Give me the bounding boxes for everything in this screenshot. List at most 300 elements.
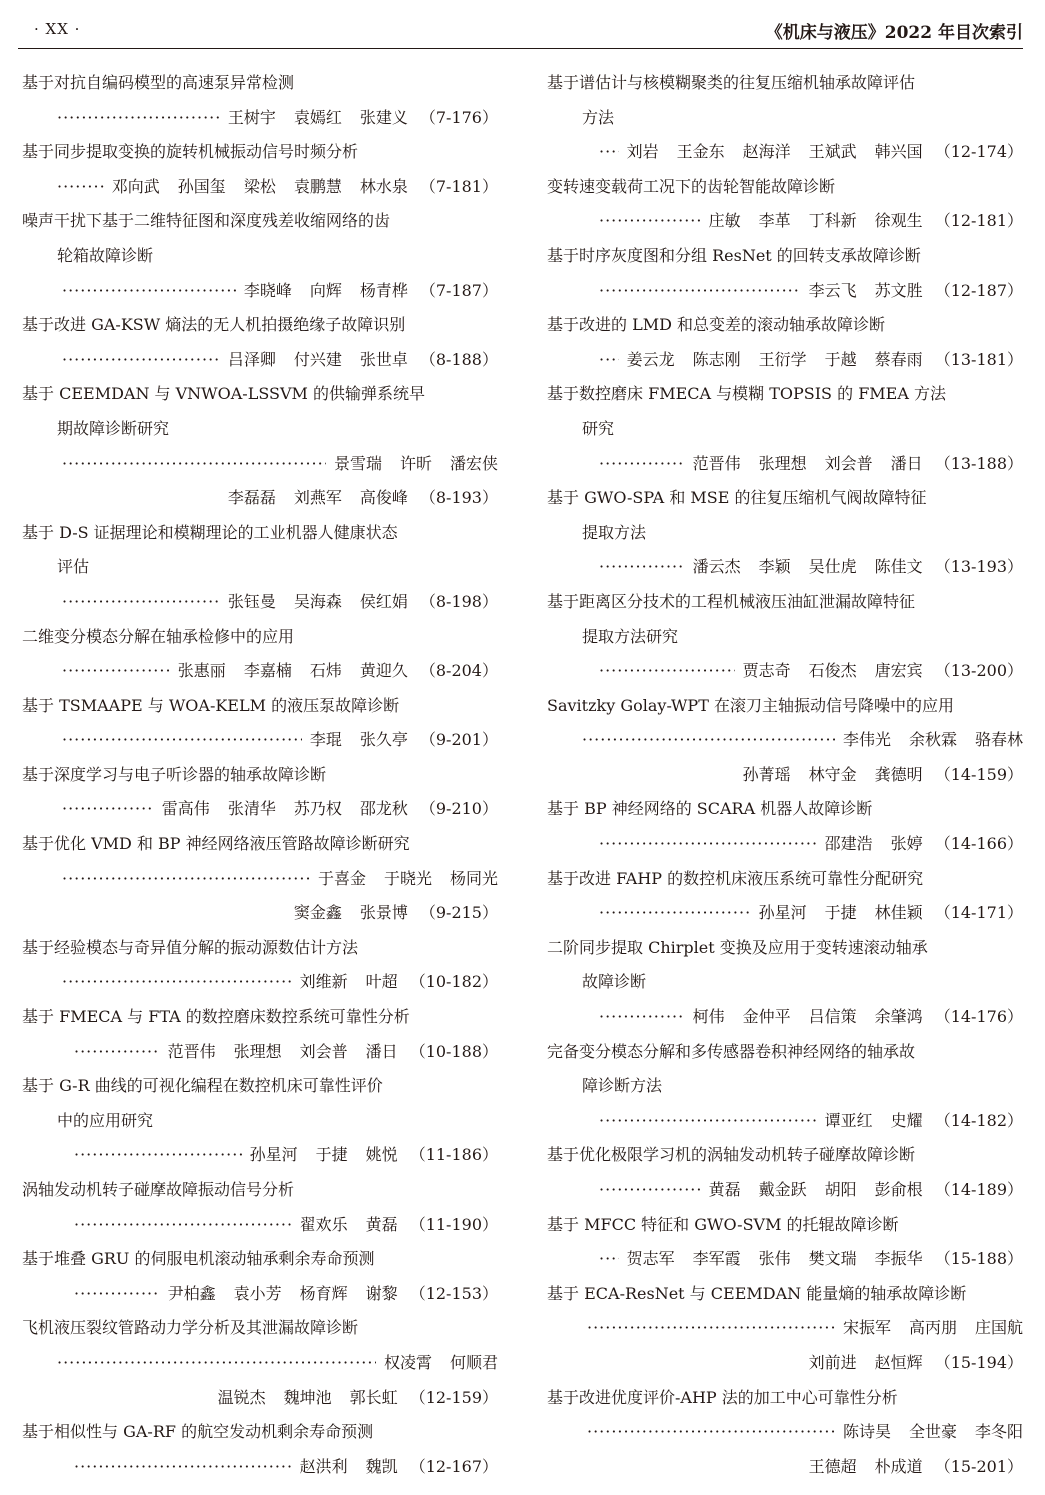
author-name: 翟欢乐 [299, 1214, 348, 1234]
author-name: 张理想 [233, 1041, 282, 1061]
issue-page-ref: （10-188） [409, 1041, 498, 1061]
author-name: 龚德明 [874, 764, 923, 784]
author-name: 邵建浩 [824, 834, 873, 854]
entry-author-line [547, 343, 1023, 378]
author-name: 张理想 [758, 453, 807, 473]
index-entry [547, 308, 1023, 377]
author-name: 孙菁瑶 [742, 764, 791, 784]
author-name: 张世卓 [359, 349, 408, 369]
leader-dots [74, 1450, 292, 1485]
issue-page-ref: （7-187） [419, 280, 498, 300]
index-entry [22, 931, 498, 1000]
entry-author-line [547, 1415, 1023, 1450]
entry-title-continued: 故障诊断 [582, 972, 647, 992]
entry-author-line [547, 827, 1023, 862]
author-name: 苏文胜 [874, 280, 923, 300]
entry-author-line [547, 1311, 1023, 1346]
entry-author-line [22, 1346, 498, 1381]
author-names [310, 723, 408, 758]
issue-page-ref: （11-186） [409, 1145, 498, 1165]
author-name: 李嘉楠 [243, 661, 292, 681]
entry-author-line [22, 1035, 498, 1070]
author-name: 石俊杰 [808, 661, 857, 681]
entry-title: 基于 ECA-ResNet 与 CEEMDAN 能量熵的轴承故障诊断 [547, 1283, 967, 1303]
entry-author-line [22, 1208, 498, 1243]
leader-dots [599, 204, 701, 239]
entry-author-line [547, 896, 1023, 931]
author-names [843, 1415, 1023, 1450]
issue-page-ref: （12-153） [409, 1283, 498, 1303]
author-name: 林佳颖 [874, 903, 923, 923]
index-entry [22, 620, 498, 689]
author-name: 戴金跃 [758, 1180, 807, 1199]
leader-dots [57, 170, 104, 205]
entry-author-line [547, 447, 1023, 482]
author-name: 向辉 [309, 280, 342, 300]
index-entry [547, 1035, 1023, 1139]
index-entry [22, 1000, 498, 1069]
author-name: 史耀 [890, 1110, 923, 1130]
entry-author-line [22, 447, 498, 482]
author-name: 刘维新 [299, 972, 348, 992]
author-name: 陈诗昊 [842, 1422, 891, 1442]
index-entry [22, 689, 498, 758]
running-header [18, 12, 1023, 49]
author-name: 高丙朋 [908, 1318, 957, 1338]
author-name: 张婷 [890, 834, 923, 854]
issue-page-ref: （9-215） [419, 903, 498, 923]
index-entry [547, 689, 1023, 793]
author-name: 许昕 [399, 453, 432, 473]
author-name: 陈志刚 [692, 349, 741, 369]
leader-dots [57, 1346, 376, 1381]
author-name: 杨同光 [449, 868, 498, 888]
author-name: 庄敏 [708, 211, 741, 231]
entry-author-line [547, 135, 1023, 170]
index-entry [22, 308, 498, 377]
entry-title: 基于相似性与 GA-RF 的航空发动机剩余寿命预测 [22, 1422, 374, 1442]
entry-title: 基于 D-S 证据理论和模糊理论的工业机器人健康状态 [22, 522, 398, 542]
leader-dots [599, 654, 735, 689]
author-name: 赵恒辉 [874, 1352, 923, 1372]
author-name: 朴成道 [874, 1456, 923, 1476]
author-names [809, 1450, 923, 1485]
author-name: 袁嫣红 [293, 107, 342, 127]
author-name: 王德超 [808, 1456, 857, 1476]
author-name: 李琨 [309, 730, 342, 750]
author-name: 姜云龙 [626, 349, 675, 369]
author-name: 孙星河 [249, 1145, 298, 1165]
author-names [218, 1381, 398, 1416]
author-name: 陈佳文 [874, 557, 923, 577]
author-name: 潘日 [890, 453, 923, 473]
author-name: 李伟光 [842, 730, 891, 750]
author-name: 张景博 [359, 903, 408, 923]
author-name: 黄磊 [365, 1214, 398, 1234]
author-name: 李晓峰 [243, 280, 292, 300]
entry-title: 基于改进优度评价-AHP 法的加工中心可靠性分析 [547, 1387, 898, 1407]
issue-page-ref: （15-188） [934, 1249, 1023, 1269]
issue-page-ref: （15-201） [934, 1456, 1023, 1476]
author-names [709, 1173, 923, 1208]
author-name: 张久亭 [359, 730, 408, 750]
entry-author-line [22, 101, 498, 136]
leader-dots [74, 1138, 242, 1173]
entry-author-line [547, 1450, 1023, 1485]
issue-page-ref: （14-176） [934, 1007, 1023, 1027]
leader-dots [587, 1415, 835, 1450]
author-name: 苏乃权 [293, 799, 342, 819]
author-names [743, 654, 923, 689]
entry-title: 基于 GWO-SPA 和 MSE 的往复压缩机气阀故障特征 [547, 488, 927, 508]
entry-author-line [547, 654, 1023, 689]
issue-page-ref: （14-189） [934, 1180, 1023, 1199]
index-entry [547, 1381, 1023, 1485]
index-entry [547, 66, 1023, 170]
entry-title: 基于改进的 LMD 和总变差的滚动轴承故障诊断 [547, 315, 886, 335]
leader-dots [582, 723, 835, 758]
entry-title: 基于对抗自编码模型的高速泵异常检测 [22, 73, 295, 92]
entry-title: Savitzky Golay-WPT 在滚刀主轴振动信号降噪中的应用 [547, 695, 954, 715]
entry-title-continued: 研究 [582, 418, 615, 438]
author-name: 刘燕军 [293, 488, 342, 508]
entry-author-line [547, 1000, 1023, 1035]
author-name: 王金东 [676, 142, 725, 162]
entry-author-line [547, 723, 1023, 758]
entry-author-line [22, 1381, 498, 1416]
author-name: 樊文瑞 [808, 1249, 857, 1269]
author-name: 李颖 [758, 557, 791, 577]
entry-title-continued: 方法 [582, 107, 615, 127]
issue-page-ref: （11-190） [409, 1214, 498, 1234]
journal-index-title: 《机床与液压》2022 年目次索引 [765, 23, 1023, 43]
leader-dots [74, 1208, 292, 1243]
author-name: 林水泉 [359, 176, 408, 196]
index-entry [22, 66, 498, 135]
entry-title: 基于改进 GA-KSW 熵法的无人机拍摄绝缘子故障识别 [22, 315, 406, 335]
page-number: · XX · [34, 20, 81, 38]
author-name: 李云飞 [808, 280, 857, 300]
entry-title: 噪声干扰下基于二维特征图和深度残差收缩网络的齿 [22, 211, 391, 231]
index-entry [547, 585, 1023, 689]
author-name: 尹柏鑫 [167, 1283, 216, 1303]
leader-dots [599, 1173, 701, 1208]
issue-page-ref: （13-200） [934, 661, 1023, 681]
entry-author-line [22, 343, 498, 378]
entry-author-line [22, 792, 498, 827]
author-name: 张清华 [227, 799, 276, 819]
author-names [693, 447, 923, 482]
author-names [334, 447, 498, 482]
entry-title: 基于 FMECA 与 FTA 的数控磨床数控系统可靠性分析 [22, 1007, 410, 1027]
author-name: 余肇鸿 [874, 1007, 923, 1027]
author-name: 宋振军 [842, 1318, 891, 1338]
entry-author-line [22, 723, 498, 758]
author-name: 谭亚红 [824, 1110, 873, 1130]
entry-title: 基于堆叠 GRU 的伺服电机滚动轴承剩余寿命预测 [22, 1249, 375, 1269]
entry-title: 基于同步提取变换的旋转机械振动信号时频分析 [22, 142, 359, 162]
entry-author-line [22, 585, 498, 620]
issue-page-ref: （14-166） [934, 834, 1023, 854]
author-names [162, 792, 408, 827]
index-entry [547, 1208, 1023, 1277]
author-name: 李革 [758, 211, 791, 231]
author-names [178, 654, 408, 689]
entry-author-line [22, 1138, 498, 1173]
author-name: 骆春林 [974, 730, 1023, 750]
index-entry [22, 377, 498, 515]
author-names [294, 896, 408, 931]
author-name: 于喜金 [317, 868, 366, 888]
entry-title-continued: 期故障诊断研究 [57, 418, 170, 438]
author-names [168, 1035, 398, 1070]
right-column [547, 66, 1023, 1484]
leader-dots [599, 1104, 817, 1139]
entry-author-line [22, 170, 498, 205]
author-names [743, 758, 923, 793]
author-name: 袁鹏慧 [293, 176, 342, 196]
entry-title: 涡轴发动机转子碰摩故障振动信号分析 [22, 1180, 295, 1199]
author-name: 何顺君 [449, 1352, 498, 1372]
issue-page-ref: （8-198） [419, 591, 498, 611]
issue-page-ref: （12-159） [409, 1387, 498, 1407]
author-name: 于越 [824, 349, 857, 369]
author-name: 胡阳 [824, 1180, 857, 1199]
issue-page-ref: （12-181） [934, 211, 1023, 231]
author-names [693, 550, 923, 585]
issue-page-ref: （15-194） [934, 1352, 1023, 1372]
entry-title-continued: 提取方法研究 [582, 626, 679, 646]
entry-title: 完备变分模态分解和多传感器卷积神经网络的轴承故 [547, 1041, 916, 1061]
author-names [228, 343, 408, 378]
author-name: 王衍学 [758, 349, 807, 369]
issue-page-ref: （12-174） [934, 142, 1023, 162]
entry-title: 基于 MFCC 特征和 GWO-SVM 的托辊故障诊断 [547, 1214, 899, 1234]
author-name: 全世豪 [908, 1422, 957, 1442]
entry-title: 基于改进 FAHP 的数控机床液压系统可靠性分配研究 [547, 868, 924, 888]
entry-author-line [22, 896, 498, 931]
index-entry [22, 827, 498, 931]
index-entry [547, 1277, 1023, 1381]
entry-author-line [547, 274, 1023, 309]
index-entry [547, 481, 1023, 585]
leader-dots [74, 1277, 160, 1312]
issue-page-ref: （12-167） [409, 1456, 498, 1476]
leader-dots [587, 1311, 835, 1346]
author-names [168, 1277, 398, 1312]
author-names [300, 1450, 398, 1485]
author-name: 邵龙秋 [359, 799, 408, 819]
entry-title: 基于数控磨床 FMECA 与模糊 TOPSIS 的 FMEA 方法 [547, 384, 946, 404]
author-names [300, 1208, 398, 1243]
issue-page-ref: （9-201） [419, 730, 498, 750]
issue-page-ref: （7-181） [419, 176, 498, 196]
leader-dots [599, 827, 817, 862]
author-name: 魏坤池 [283, 1387, 332, 1407]
author-name: 孙国玺 [177, 176, 226, 196]
issue-page-ref: （8-204） [419, 661, 498, 681]
author-names [809, 1346, 923, 1381]
entry-author-line [547, 1173, 1023, 1208]
issue-page-ref: （13-188） [934, 453, 1023, 473]
index-entry [22, 135, 498, 204]
author-name: 余秋霖 [908, 730, 957, 750]
entry-title: 基于 BP 神经网络的 SCARA 机器人故障诊断 [547, 799, 873, 819]
entry-author-line [547, 1242, 1023, 1277]
index-entry [547, 377, 1023, 481]
author-name: 梁松 [243, 176, 276, 196]
author-names [627, 343, 923, 378]
author-name: 庄国航 [974, 1318, 1023, 1338]
issue-page-ref: （8-188） [419, 349, 498, 369]
author-name: 王树宇 [227, 107, 276, 127]
entry-author-line [22, 965, 498, 1000]
leader-dots [57, 101, 220, 136]
author-name: 赵海洋 [742, 142, 791, 162]
author-names [300, 965, 398, 1000]
issue-page-ref: （13-193） [934, 557, 1023, 577]
author-name: 吕信策 [808, 1007, 857, 1027]
author-name: 彭俞根 [874, 1180, 923, 1199]
author-names [693, 1000, 923, 1035]
entry-author-line [22, 1450, 498, 1485]
author-name: 吴仕虎 [808, 557, 857, 577]
author-name: 贺志军 [626, 1249, 675, 1269]
entry-author-line [547, 1104, 1023, 1139]
author-names [843, 1311, 1023, 1346]
entry-author-line [22, 654, 498, 689]
author-name: 温锐杰 [217, 1387, 266, 1407]
author-names [759, 896, 923, 931]
issue-page-ref: （13-181） [934, 349, 1023, 369]
author-name: 袁小芳 [233, 1283, 282, 1303]
leader-dots [62, 723, 302, 758]
author-names [250, 1138, 398, 1173]
entry-author-line [547, 758, 1023, 793]
index-entry [547, 239, 1023, 308]
author-name: 潘宏侠 [449, 453, 498, 473]
author-name: 黄磊 [708, 1180, 741, 1199]
author-name: 张钰曼 [227, 591, 276, 611]
index-entry [22, 1069, 498, 1173]
author-name: 吕泽卿 [227, 349, 276, 369]
author-names [809, 274, 923, 309]
entry-title: 基于谱估计与核模糊聚类的往复压缩机轴承故障评估 [547, 73, 916, 92]
author-name: 魏凯 [365, 1456, 398, 1476]
leader-dots [599, 1242, 619, 1277]
index-entry [22, 204, 498, 308]
leader-dots [599, 343, 619, 378]
author-name: 张惠丽 [177, 661, 226, 681]
author-names [244, 274, 408, 309]
entry-title: 基于 G-R 曲线的可视化编程在数控机床可靠性评价 [22, 1076, 383, 1096]
author-names [709, 204, 923, 239]
author-name: 徐观生 [874, 211, 923, 231]
author-name: 柯伟 [692, 1007, 725, 1027]
leader-dots [62, 965, 292, 1000]
author-name: 高俊峰 [359, 488, 408, 508]
author-names [384, 1346, 498, 1381]
entry-author-line [547, 204, 1023, 239]
entry-title: 二阶同步提取 Chirplet 变换及应用于变转速滚动轴承 [547, 937, 928, 957]
author-name: 李冬阳 [974, 1422, 1023, 1442]
author-name: 韩兴国 [874, 142, 923, 162]
entry-author-line [22, 274, 498, 309]
author-names [228, 481, 408, 516]
index-entry [547, 792, 1023, 861]
leader-dots [599, 274, 801, 309]
issue-page-ref: （14-182） [934, 1110, 1023, 1130]
author-name: 窦金鑫 [293, 903, 342, 923]
author-name: 谢黎 [365, 1283, 398, 1303]
author-names [228, 585, 408, 620]
author-name: 贾志奇 [742, 661, 791, 681]
author-name: 刘前进 [808, 1352, 857, 1372]
entry-author-line [547, 1346, 1023, 1381]
index-entry [547, 931, 1023, 1035]
author-names [112, 170, 408, 205]
author-name: 杨青桦 [359, 280, 408, 300]
author-name: 吴海森 [293, 591, 342, 611]
index-entry [22, 1242, 498, 1311]
author-name: 金仲平 [742, 1007, 791, 1027]
author-name: 赵洪利 [299, 1456, 348, 1476]
author-name: 张伟 [758, 1249, 791, 1269]
entry-author-line [22, 862, 498, 897]
issue-page-ref: （14-159） [934, 764, 1023, 784]
leader-dots [62, 343, 220, 378]
entry-title: 基于 CEEMDAN 与 VNWOA-LSSVM 的供输弹系统早 [22, 384, 425, 404]
index-entry [22, 1311, 498, 1415]
author-name: 邓向武 [111, 176, 160, 196]
author-names [843, 723, 1023, 758]
leader-dots [62, 274, 236, 309]
index-entry [22, 1415, 498, 1484]
leader-dots [62, 654, 170, 689]
leader-dots [599, 1000, 685, 1035]
author-name: 张建义 [359, 107, 408, 127]
issue-page-ref: （12-187） [934, 280, 1023, 300]
entry-title: 变转速变载荷工况下的齿轮智能故障诊断 [547, 176, 836, 196]
entry-title: 二维变分模态分解在轴承检修中的应用 [22, 626, 295, 646]
entry-title-continued: 障诊断方法 [582, 1076, 663, 1096]
entry-title: 飞机液压裂纹管路动力学分析及其泄漏故障诊断 [22, 1318, 359, 1338]
author-name: 潘日 [365, 1041, 398, 1061]
leader-dots [599, 135, 619, 170]
leader-dots [62, 862, 310, 897]
leader-dots [74, 1035, 160, 1070]
index-entry [547, 170, 1023, 239]
author-name: 范晋伟 [167, 1041, 216, 1061]
author-name: 于捷 [315, 1145, 348, 1165]
index-entry [22, 516, 498, 620]
author-name: 丁科新 [808, 211, 857, 231]
index-entry [22, 1173, 498, 1242]
author-name: 李振华 [874, 1249, 923, 1269]
author-names [627, 1242, 923, 1277]
index-entry [547, 1138, 1023, 1207]
author-name: 郭长虹 [349, 1387, 398, 1407]
author-name: 于晓光 [383, 868, 432, 888]
entry-author-line [22, 1277, 498, 1312]
author-name: 王斌武 [808, 142, 857, 162]
author-name: 蔡春雨 [874, 349, 923, 369]
author-name: 黄迎久 [359, 661, 408, 681]
issue-page-ref: （7-176） [419, 107, 498, 127]
author-name: 付兴建 [293, 349, 342, 369]
author-name: 杨育辉 [299, 1283, 348, 1303]
author-name: 侯红娟 [359, 591, 408, 611]
